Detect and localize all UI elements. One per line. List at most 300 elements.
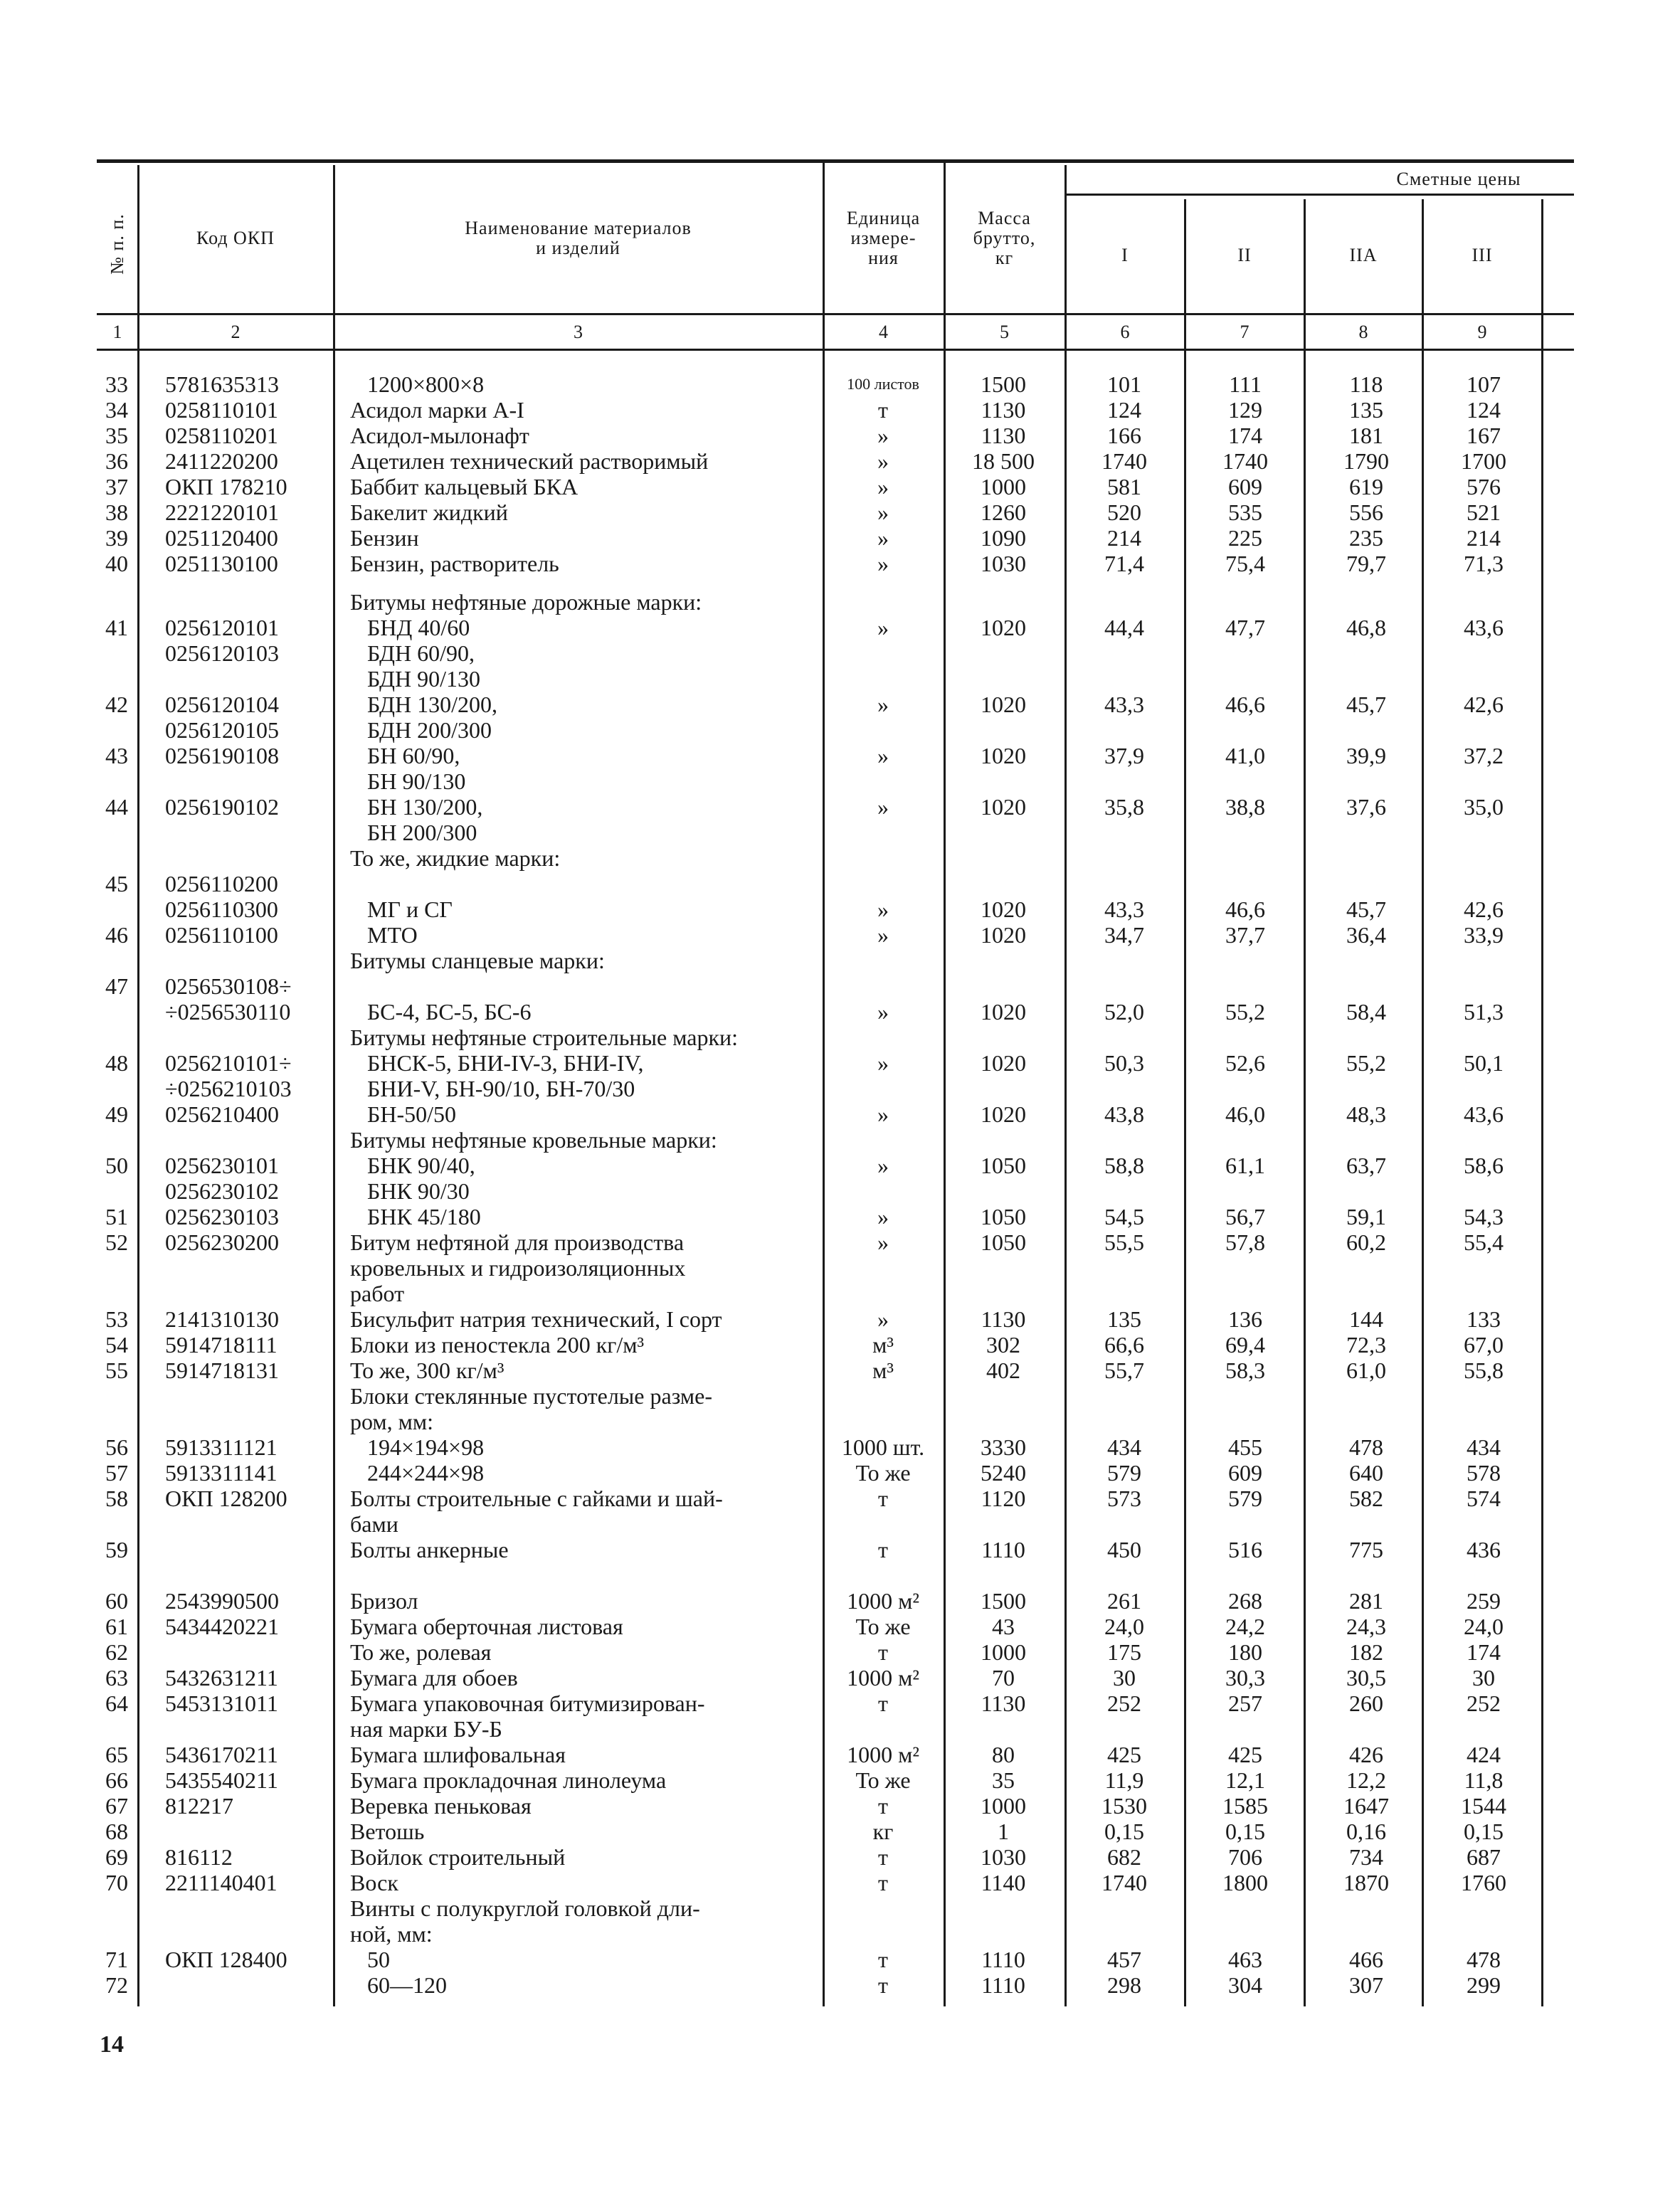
row-price-2: 579: [1228, 1486, 1262, 1511]
row-name: Битумы нефтяные дорожные марки:: [350, 589, 702, 615]
table-row: [0, 615, 1680, 640]
row-name: БДН 200/300: [350, 717, 492, 743]
row-price-3: 118: [1349, 371, 1383, 397]
row-price-1: 55,5: [1104, 1229, 1144, 1255]
row-price-4: 0,15: [1464, 1819, 1504, 1844]
row-price-4: 259: [1467, 1588, 1501, 1614]
row-price-3: 45,7: [1346, 896, 1386, 922]
table-row: [0, 1537, 1680, 1562]
table-row: [0, 1460, 1680, 1486]
table-body: [0, 371, 1680, 1998]
row-number: 34: [105, 397, 128, 423]
row-price-4: 33,9: [1464, 922, 1504, 948]
colnum-9: 9: [1477, 322, 1487, 342]
table-row: [0, 448, 1680, 474]
row-mass: 1110: [981, 1972, 1025, 1998]
table-row: [0, 896, 1680, 922]
row-price-2: 180: [1228, 1639, 1262, 1665]
colnum-2: 2: [231, 322, 241, 342]
row-code: 2221220101: [165, 499, 279, 525]
row-price-2: 55,2: [1225, 999, 1265, 1025]
row-price-3: 48,3: [1346, 1101, 1386, 1127]
row-price-1: 44,4: [1104, 615, 1144, 640]
row-code: 5914718131: [165, 1358, 279, 1383]
row-price-2: 1800: [1222, 1870, 1268, 1895]
table-row: [0, 640, 1680, 692]
row-price-2: 225: [1228, 525, 1262, 551]
row-price-1: 261: [1107, 1588, 1141, 1614]
row-price-3: 1647: [1343, 1793, 1389, 1819]
table-row: [0, 1486, 1680, 1537]
row-code: 0256120104: [165, 692, 279, 717]
table-row: [0, 423, 1680, 448]
row-price-2: 56,7: [1225, 1204, 1265, 1229]
row-code: 0256190102: [165, 794, 279, 820]
row-number: 64: [105, 1691, 128, 1716]
row-number: 33: [105, 371, 128, 397]
row-number: 47: [105, 973, 128, 999]
row-price-2: 455: [1228, 1434, 1262, 1460]
table-row: [0, 1178, 1680, 1204]
row-code: 5432631211: [165, 1665, 278, 1691]
row-name: 194×194×98: [350, 1434, 485, 1460]
row-price-3: 135: [1349, 397, 1383, 423]
row-unit: »: [877, 448, 889, 474]
row-mass: 70: [992, 1665, 1015, 1691]
table-row: [0, 474, 1680, 499]
row-code: 5914718111: [165, 1332, 278, 1358]
table-row: [0, 1358, 1680, 1383]
row-name: Бензин: [350, 525, 419, 551]
row-price-2: 12,1: [1225, 1767, 1265, 1793]
row-mass: 1000: [981, 474, 1026, 499]
row-mass: 1130: [981, 1306, 1026, 1332]
row-unit: кг: [872, 1819, 894, 1844]
row-mass: 1020: [981, 1101, 1026, 1127]
row-code: 0258110201: [165, 423, 278, 448]
row-price-1: 166: [1107, 423, 1141, 448]
row-name: БНК 90/30: [350, 1178, 470, 1204]
row-price-2: 268: [1228, 1588, 1262, 1614]
row-price-2: 609: [1228, 474, 1262, 499]
header-name: Наименование материалов и изделий: [465, 218, 692, 258]
row-mass: 1050: [981, 1153, 1026, 1178]
row-code: 0256120105: [165, 717, 279, 743]
row-code: 2211140401: [165, 1870, 278, 1895]
row-price-1: 34,7: [1104, 922, 1144, 948]
row-price-1: 579: [1107, 1460, 1141, 1486]
row-code: 2141310130: [165, 1306, 279, 1332]
row-unit: т: [878, 1537, 888, 1562]
table-row: [0, 371, 1680, 397]
row-unit: »: [877, 1204, 889, 1229]
row-price-3: 1870: [1343, 1870, 1389, 1895]
table-row: [0, 1127, 1680, 1153]
row-price-2: 75,4: [1225, 551, 1265, 576]
row-unit: »: [877, 499, 889, 525]
row-code: 0256530108÷: [165, 973, 292, 999]
row-name: 1200×800×8: [350, 371, 485, 397]
row-price-1: 52,0: [1104, 999, 1144, 1025]
row-code: 5781635313: [165, 371, 279, 397]
row-unit: »: [877, 525, 889, 551]
row-unit: »: [877, 794, 889, 820]
row-price-3: 281: [1349, 1588, 1383, 1614]
row-name: БНСК-5, БНИ-IV-3, БНИ-IV,: [350, 1050, 644, 1076]
row-price-4: 252: [1467, 1691, 1501, 1716]
row-mass: 1500: [981, 1588, 1026, 1614]
row-price-3: 426: [1349, 1742, 1383, 1767]
row-mass: 302: [986, 1332, 1020, 1358]
row-name: Бумага оберточная листовая: [350, 1614, 623, 1639]
row-code: 0256230102: [165, 1178, 279, 1204]
table-row: [0, 1947, 1680, 1972]
row-mass: 1020: [981, 692, 1026, 717]
row-price-4: 67,0: [1464, 1332, 1504, 1358]
page-number: 14: [100, 2031, 124, 2058]
row-number: 56: [105, 1434, 128, 1460]
row-price-2: 425: [1228, 1742, 1262, 1767]
row-name: МГ и СГ: [350, 896, 453, 922]
row-price-2: 57,8: [1225, 1229, 1265, 1255]
row-price-2: 136: [1228, 1306, 1262, 1332]
table-row: [0, 551, 1680, 576]
row-mass: 5240: [981, 1460, 1026, 1486]
row-price-4: 58,6: [1464, 1153, 1504, 1178]
row-price-4: 299: [1467, 1972, 1501, 1998]
colnum-5: 5: [1000, 322, 1009, 342]
header-price-3: IIA: [1349, 245, 1378, 265]
row-price-4: 574: [1467, 1486, 1501, 1511]
row-price-4: 214: [1467, 525, 1501, 551]
row-number: 52: [105, 1229, 128, 1255]
row-unit: т: [878, 1691, 888, 1716]
row-number: 72: [105, 1972, 128, 1998]
row-code: 5913311141: [165, 1460, 278, 1486]
row-unit: »: [877, 1101, 889, 1127]
row-price-1: 1740: [1101, 1870, 1147, 1895]
row-number: 39: [105, 525, 128, 551]
row-name: То же, 300 кг/м³: [350, 1358, 504, 1383]
row-price-2: 111: [1229, 371, 1262, 397]
row-code: 0256110100: [165, 922, 278, 948]
row-price-1: 43,3: [1104, 692, 1144, 717]
row-name: Битум нефтяной для производства кровельных и гидроизоляционных работ: [350, 1229, 686, 1306]
row-price-1: 54,5: [1104, 1204, 1144, 1229]
row-code: 2411220200: [165, 448, 278, 474]
row-price-3: 734: [1349, 1844, 1383, 1870]
row-code: 5913311121: [165, 1434, 278, 1460]
row-price-1: 520: [1107, 499, 1141, 525]
row-price-4: 576: [1467, 474, 1501, 499]
table-row: [0, 525, 1680, 551]
row-name: То же, жидкие марки:: [350, 845, 561, 871]
row-number: 38: [105, 499, 128, 525]
row-price-3: 478: [1349, 1434, 1383, 1460]
row-name: Асидол марки А-I: [350, 397, 524, 423]
row-number: 66: [105, 1767, 128, 1793]
row-price-3: 39,9: [1346, 743, 1386, 768]
row-price-2: 1740: [1222, 448, 1268, 474]
table-row: [0, 1639, 1680, 1665]
row-name: БДН 60/90, БДН 90/130: [367, 640, 480, 692]
table-row: [0, 845, 1680, 871]
table-row: [0, 794, 1680, 845]
row-mass: 1050: [981, 1229, 1026, 1255]
header-num-label: № п. п.: [107, 213, 128, 275]
row-number: 67: [105, 1793, 128, 1819]
row-price-3: 79,7: [1346, 551, 1386, 576]
row-name: БС-4, БС-5, БС-6: [350, 999, 532, 1025]
row-price-4: 35,0: [1464, 794, 1504, 820]
row-price-3: 235: [1349, 525, 1383, 551]
row-price-2: 47,7: [1225, 615, 1265, 640]
row-unit: т: [878, 1947, 888, 1972]
row-number: 59: [105, 1537, 128, 1562]
row-unit: »: [877, 1306, 889, 1332]
header-prices-group: Сметные цены: [1396, 169, 1521, 189]
row-price-3: 45,7: [1346, 692, 1386, 717]
row-code: 0256210101÷: [165, 1050, 292, 1076]
row-price-4: 434: [1467, 1434, 1501, 1460]
row-name: 244×244×98: [350, 1460, 485, 1486]
row-unit: т: [878, 1486, 888, 1511]
column-numbers-rule: [97, 349, 1574, 351]
row-code: 0251120400: [165, 525, 278, 551]
row-unit: »: [877, 896, 889, 922]
row-price-4: 51,3: [1464, 999, 1504, 1025]
row-mass: 1020: [981, 615, 1026, 640]
row-price-3: 46,8: [1346, 615, 1386, 640]
colnum-4: 4: [879, 322, 888, 342]
row-price-4: 43,6: [1464, 615, 1504, 640]
header-price-4: III: [1472, 245, 1493, 265]
row-code: 2543990500: [165, 1588, 279, 1614]
row-price-3: 37,6: [1346, 794, 1386, 820]
row-name: Винты с полукруглой головкой дли- ной, мм:: [350, 1895, 700, 1947]
row-name: Битумы нефтяные строительные марки:: [350, 1025, 739, 1050]
row-mass: 1: [998, 1819, 1009, 1844]
row-price-1: 425: [1107, 1742, 1141, 1767]
row-price-1: 214: [1107, 525, 1141, 551]
table-row: [0, 1895, 1680, 1947]
row-price-3: 72,3: [1346, 1332, 1386, 1358]
row-price-2: 609: [1228, 1460, 1262, 1486]
row-unit: т: [878, 1793, 888, 1819]
row-mass: 1020: [981, 896, 1026, 922]
row-unit: »: [877, 1229, 889, 1255]
row-name: Бумага для обоев: [350, 1665, 518, 1691]
row-price-4: 42,6: [1464, 692, 1504, 717]
table-row: [0, 1101, 1680, 1127]
row-number: 43: [105, 743, 128, 768]
row-price-1: 573: [1107, 1486, 1141, 1511]
row-name: Ацетилен технический растворимый: [350, 448, 709, 474]
row-code: 5436170211: [165, 1742, 278, 1767]
row-number: 35: [105, 423, 128, 448]
row-price-4: 55,8: [1464, 1358, 1504, 1383]
row-price-2: 129: [1228, 397, 1262, 423]
row-code: 0256110200: [165, 871, 278, 896]
row-price-3: 30,5: [1346, 1665, 1386, 1691]
row-number: 44: [105, 794, 128, 820]
row-price-1: 11,9: [1104, 1767, 1144, 1793]
row-code: 0256230200: [165, 1229, 279, 1255]
row-unit: »: [877, 692, 889, 717]
row-price-4: 50,1: [1464, 1050, 1504, 1076]
row-code: 0251130100: [165, 551, 278, 576]
row-code: 0256120103: [165, 640, 279, 666]
row-price-3: 619: [1349, 474, 1383, 499]
row-mass: 1020: [981, 922, 1026, 948]
row-price-1: 55,7: [1104, 1358, 1144, 1383]
row-code: ОКП 128200: [165, 1486, 287, 1511]
colnum-1: 1: [112, 322, 122, 342]
row-name: Болты анкерные: [350, 1537, 509, 1562]
row-price-2: 30,3: [1225, 1665, 1265, 1691]
row-mass: 1500: [981, 371, 1026, 397]
row-price-2: 257: [1228, 1691, 1262, 1716]
row-name: БНК 90/40,: [350, 1153, 475, 1178]
row-price-2: 37,7: [1225, 922, 1265, 948]
row-price-4: 174: [1467, 1639, 1501, 1665]
row-number: 53: [105, 1306, 128, 1332]
row-price-4: 54,3: [1464, 1204, 1504, 1229]
row-number: 55: [105, 1358, 128, 1383]
row-name: Ветошь: [350, 1819, 425, 1844]
row-unit: м³: [872, 1358, 894, 1383]
header-code: Код ОКП: [196, 228, 275, 248]
row-price-1: 66,6: [1104, 1332, 1144, 1358]
row-price-1: 101: [1107, 371, 1141, 397]
row-mass: 1030: [981, 1844, 1026, 1870]
table-row: [0, 1076, 1680, 1101]
row-name: Баббит кальцевый БКА: [350, 474, 579, 499]
row-unit: т: [878, 1870, 888, 1895]
table-row: [0, 1434, 1680, 1460]
row-price-3: 144: [1349, 1306, 1383, 1332]
row-price-2: 706: [1228, 1844, 1262, 1870]
table-row: [0, 948, 1680, 973]
row-name: Асидол-мылонафт: [350, 423, 529, 448]
row-unit: »: [877, 551, 889, 576]
table-row: [0, 871, 1680, 896]
row-name: БН 60/90, БН 90/130: [367, 743, 466, 794]
row-price-1: 450: [1107, 1537, 1141, 1562]
row-price-4: 55,4: [1464, 1229, 1504, 1255]
row-price-4: 436: [1467, 1537, 1501, 1562]
row-price-4: 1760: [1461, 1870, 1506, 1895]
row-price-3: 582: [1349, 1486, 1383, 1511]
table-row: [0, 973, 1680, 999]
row-mass: 80: [992, 1742, 1015, 1767]
row-mass: 1050: [981, 1204, 1026, 1229]
table-row: [0, 1025, 1680, 1050]
row-mass: 1120: [981, 1486, 1026, 1511]
row-number: 61: [105, 1614, 128, 1639]
table-row: [0, 397, 1680, 423]
row-mass: 1110: [981, 1537, 1025, 1562]
row-number: 40: [105, 551, 128, 576]
row-price-4: 578: [1467, 1460, 1501, 1486]
row-price-4: 521: [1467, 499, 1501, 525]
row-name: 60—120: [350, 1972, 447, 1998]
table-row: [0, 999, 1680, 1025]
table-row: [0, 692, 1680, 717]
row-price-2: 0,15: [1225, 1819, 1265, 1844]
row-price-3: 181: [1349, 423, 1383, 448]
row-number: 49: [105, 1101, 128, 1127]
row-price-3: 59,1: [1346, 1204, 1386, 1229]
row-name: БНД 40/60: [350, 615, 470, 640]
row-name: МТО: [350, 922, 418, 948]
row-code: 5453131011: [165, 1691, 278, 1716]
table-row: [0, 1306, 1680, 1332]
row-code: 0256230101: [165, 1153, 279, 1178]
row-price-4: 424: [1467, 1742, 1501, 1767]
row-price-1: 1740: [1101, 448, 1147, 474]
row-price-3: 61,0: [1346, 1358, 1386, 1383]
row-number: 63: [105, 1665, 128, 1691]
row-code: 816112: [165, 1844, 233, 1870]
table-row: [0, 717, 1680, 743]
row-price-4: 30: [1472, 1665, 1495, 1691]
colnum-7: 7: [1240, 322, 1250, 342]
row-price-1: 0,15: [1104, 1819, 1144, 1844]
row-number: 41: [105, 615, 128, 640]
row-price-1: 175: [1107, 1639, 1141, 1665]
row-price-2: 1585: [1222, 1793, 1268, 1819]
table-row: [0, 1819, 1680, 1844]
row-number: 37: [105, 474, 128, 499]
row-mass: 1020: [981, 743, 1026, 768]
row-unit: То же: [855, 1460, 911, 1486]
colnum-3: 3: [574, 322, 583, 342]
prices-group-rule: [1064, 194, 1574, 196]
row-number: 62: [105, 1639, 128, 1665]
row-number: 71: [105, 1947, 128, 1972]
row-name: Бисульфит натрия технический, I сорт: [350, 1306, 722, 1332]
row-price-4: 71,3: [1464, 551, 1504, 576]
row-unit: То же: [855, 1614, 911, 1639]
row-price-1: 24,0: [1104, 1614, 1144, 1639]
row-number: 54: [105, 1332, 128, 1358]
row-unit: 1000 м²: [847, 1665, 919, 1691]
row-price-3: 640: [1349, 1460, 1383, 1486]
row-name: 50: [350, 1947, 390, 1972]
row-price-2: 46,6: [1225, 692, 1265, 717]
row-price-1: 135: [1107, 1306, 1141, 1332]
row-price-2: 38,8: [1225, 794, 1265, 820]
row-price-2: 41,0: [1225, 743, 1265, 768]
table-row: [0, 1229, 1680, 1306]
row-price-4: 167: [1467, 423, 1501, 448]
row-number: 57: [105, 1460, 128, 1486]
row-price-1: 58,8: [1104, 1153, 1144, 1178]
row-price-3: 55,2: [1346, 1050, 1386, 1076]
header-bottom-rule: [97, 313, 1574, 315]
row-mass: 1140: [981, 1870, 1026, 1895]
row-number: 70: [105, 1870, 128, 1895]
row-mass: 402: [986, 1358, 1020, 1383]
row-price-2: 58,3: [1225, 1358, 1265, 1383]
table-row: [0, 1767, 1680, 1793]
row-name: То же, ролевая: [350, 1639, 492, 1665]
row-mass: 1130: [981, 397, 1026, 423]
row-unit: »: [877, 999, 889, 1025]
row-unit: т: [878, 1639, 888, 1665]
row-number: 50: [105, 1153, 128, 1178]
